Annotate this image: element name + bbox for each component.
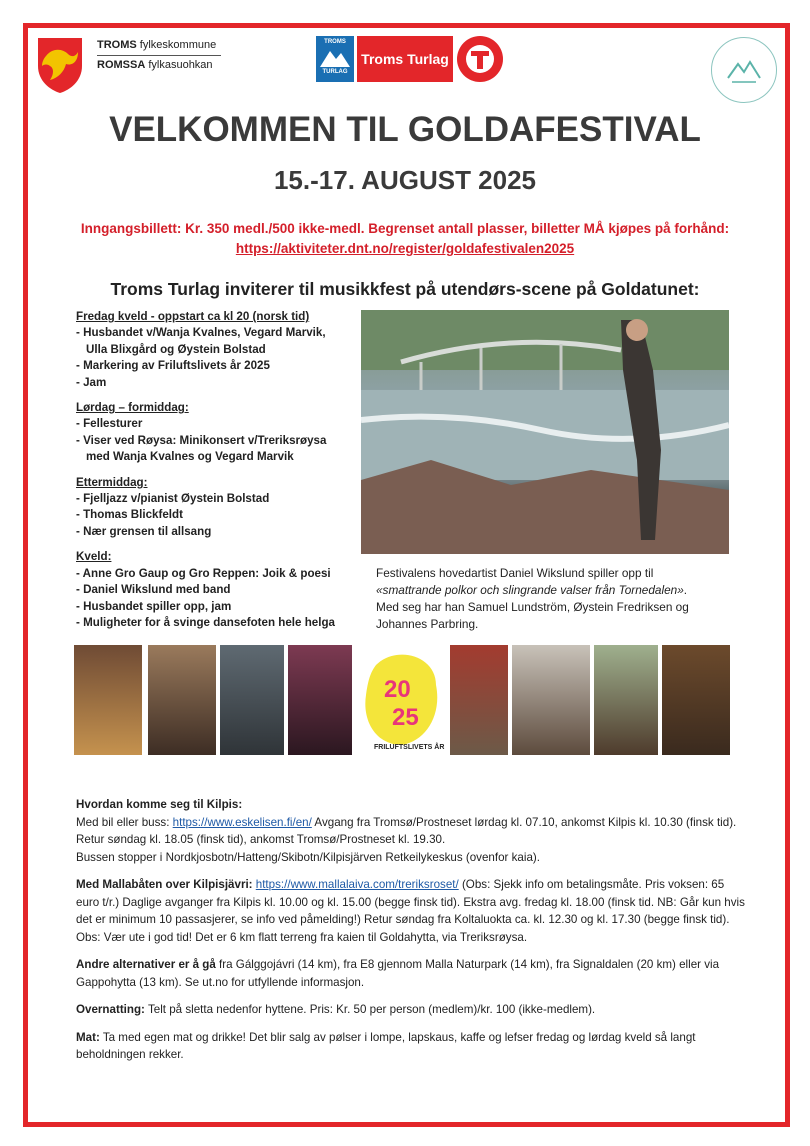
mountain-icon bbox=[320, 45, 350, 67]
artist-photo bbox=[450, 645, 508, 755]
program-item: - Anne Gro Gaup og Gro Reppen: Joik & poesi bbox=[76, 566, 331, 580]
artist-photo bbox=[512, 645, 590, 755]
photo-caption: Festivalens hovedartist Daniel Wikslund spiller opp til «smattrande polkor och slingrande valser från Tornedalen». Med seg har han Samuel Lundström, Øystein Fredriksen og Johannes Parbring. bbox=[376, 566, 689, 631]
program-item: - Jam bbox=[76, 375, 107, 389]
program-item: - Markering av Friluftslivets år 2025 bbox=[76, 359, 270, 373]
program-heading: Lørdag – formiddag: bbox=[76, 401, 189, 415]
bus-link[interactable]: https://www.eskelisen.fi/en/ bbox=[172, 815, 312, 829]
svg-text:20: 20 bbox=[384, 676, 411, 703]
county-name: TROMS fylkeskommune ROMSSA fylkasuohkan bbox=[97, 37, 221, 74]
artist-photo bbox=[220, 645, 284, 755]
artist-photo-strip bbox=[74, 645, 734, 757]
troms-turlag-mark: TROMS TURLAG bbox=[316, 36, 354, 82]
svg-text:FRILUFTSLIVETS ÅR: FRILUFTSLIVETS ÅR bbox=[374, 744, 445, 751]
main-artist-photo bbox=[361, 310, 729, 554]
artist-photo bbox=[74, 645, 142, 755]
program-heading: Kveld: bbox=[76, 550, 112, 564]
program-item: - Muligheter for å svinge dansefoten hele helga bbox=[76, 615, 335, 629]
program-item: - Husbandet v/Wanja Kvalnes, Vegard Marvik, bbox=[76, 326, 326, 340]
program-item: med Wanja Kvalnes og Vegard Marvik bbox=[86, 450, 294, 464]
program-item: - Fellesturer bbox=[76, 417, 143, 431]
practical-info: Hvordan komme seg til Kilpis: Med bil eller buss: https://www.eskelisen.fi/en/ Avgang fra Tromsø/Prostneset lørdag kl. 07.10, ankomst Kilpis kl. 10.30 (finsk tid). Retur søndag kl. 18.05 (finsk tid), ankomst Tromsø/Prostneset kl. 19.30. Bussen stopper i Nordkjosbotn/Hatteng/Skibotn/Kilpisjärven Retkeilykeskus (ovenfor kaia). Med Mallabåten over Kilpisjävri: https://www.mallalaiva.com/treriksroset/ (Obs: Sjekk info om betalingsmåte. Pris voksen: 65 euro t/r.) Daglige avganger fra Kilpis kl. 10.00 og kl. 15.00 (begge finsk tid). Ekstra avg. fredag kl. 18.00 (finsk tid. NB: Går kun hvis det er minimum 10 passasjerer, se info ved påmelding!) Retur søndag fra Koltaluokta ca. kl. 12.30 og kl. 17.30 (begge finsk tid). Obs: Vær ute i god tid! Det er 6 km flatt terreng fra kaien til Goldahytta, via Treriksrøysa. Andre alternativer er å gå fra Gálggojávri (14 km), fra E8 gjennom Malla Naturpark (14 km), fra Signaldalen (20 km) eller via Gappohytta (13 km). Se ut.no for utfyllende informasjon. Overnatting: Telt på sletta nedenfor hyttene. Pris: Kr. 50 per person (medlem)/kr. 100 (ikke-medlem). Mat: Ta med egen mat og drikke! Det blir salg av pølser i lompe, lapskaus, kaffe og lefser fredag og lørdag kveld så langt beholdningen rekker. bbox=[76, 798, 745, 1061]
program-heading: Fredag kveld - oppstart ca kl 20 (norsk tid) bbox=[76, 310, 310, 323]
page-title: VELKOMMEN TIL GOLDAFESTIVAL bbox=[109, 110, 701, 149]
program-list bbox=[76, 309, 356, 631]
artist-photo bbox=[288, 645, 352, 755]
friluftslivets-aar-logo bbox=[356, 645, 448, 755]
program-item: - Fjelljazz v/pianist Øystein Bolstad bbox=[76, 492, 270, 506]
artist-photo bbox=[594, 645, 658, 755]
invite-heading: Troms Turlag inviterer til musikkfest på utendørs-scene på Goldatunet: bbox=[110, 279, 700, 299]
program-item: Ulla Blixgård og Øystein Bolstad bbox=[86, 342, 266, 356]
artist-photo bbox=[662, 645, 730, 755]
artist-photo bbox=[148, 645, 216, 755]
dnt-logo-icon bbox=[457, 36, 503, 82]
festival-date: 15.-17. AUGUST 2025 bbox=[273, 165, 537, 195]
travel-heading: Hvordan komme seg til Kilpis: bbox=[76, 798, 243, 811]
ticket-info: Inngangsbillett: Kr. 350 medl./500 ikke-medl. Begrenset antall plasser, billetter MÅ kjøpes på forhånd: https://aktiviteter.dnt.no/register/goldafestivalen2025 bbox=[80, 221, 730, 256]
ticket-link[interactable]: https://aktiviteter.dnt.no/register/goldafestivalen2025 bbox=[235, 241, 575, 256]
program-heading: Ettermiddag: bbox=[76, 475, 148, 489]
program-item: - Viser ved Røysa: Minikonsert v/Treriksrøysa bbox=[76, 433, 327, 447]
program-item: - Thomas Blickfeldt bbox=[76, 508, 183, 522]
program-item: - Nær grensen til allsang bbox=[76, 524, 212, 538]
svg-text:25: 25 bbox=[392, 704, 419, 731]
troms-crest-icon bbox=[36, 36, 84, 94]
boat-link[interactable]: https://www.mallalaiva.com/treriksroset/ bbox=[255, 878, 459, 891]
forum-for-natur-og-friluftsliv-badge-icon bbox=[711, 37, 777, 103]
troms-turlag-logo: Troms Turlag bbox=[357, 36, 453, 82]
program-item: - Daniel Wikslund med band bbox=[76, 583, 231, 597]
program-item: - Husbandet spiller opp, jam bbox=[76, 599, 232, 613]
